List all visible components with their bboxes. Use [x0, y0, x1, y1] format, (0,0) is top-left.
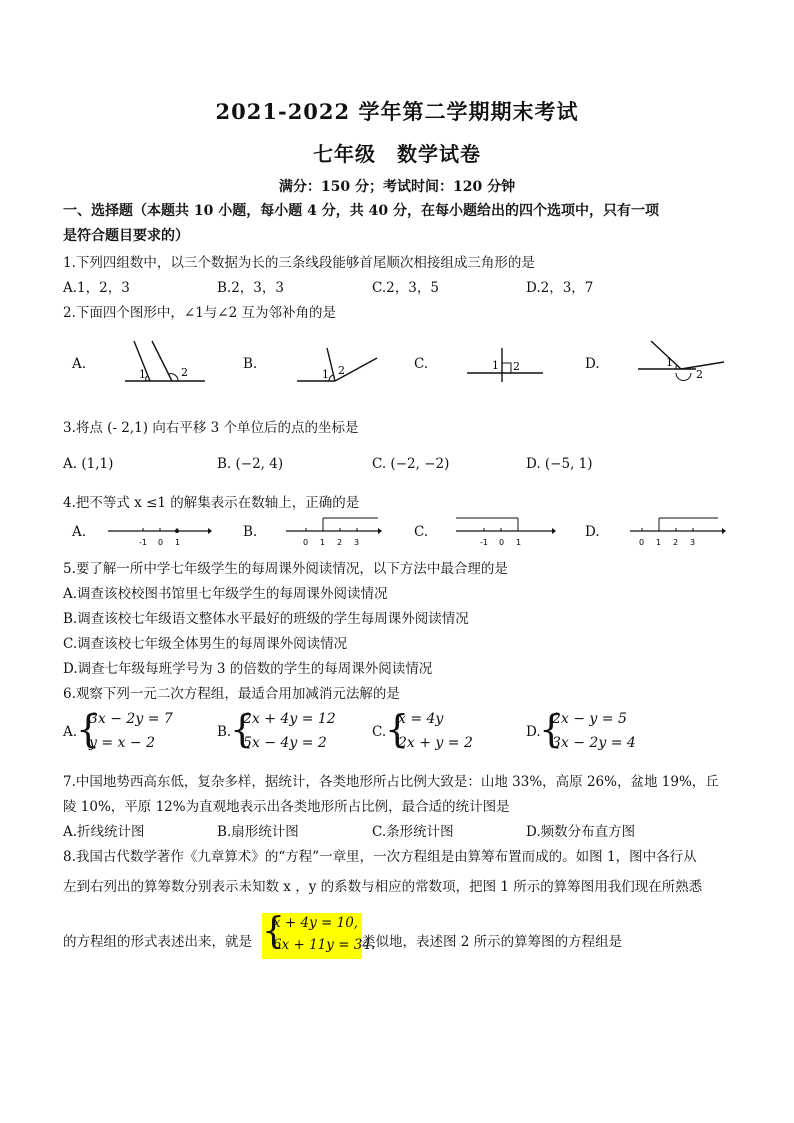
q6-system-b	[230, 708, 360, 758]
q4b-tick3: 3	[354, 538, 360, 547]
q4-numberline-d	[630, 512, 726, 550]
q4a-tick0: -1	[139, 538, 147, 547]
q7-option-a: A.折线统计图	[63, 824, 145, 840]
q4b-tick0: 0	[303, 538, 309, 547]
q5-option-a: A.调查该校校图书馆里七年级学生的每周课外阅读情况	[63, 586, 388, 602]
q7-stem-line1: 7.中国地势西高东低，复杂多样，据统计，各类地形所占比例大致是：山地 33%，高原 26%，盆地 19%，丘	[63, 774, 719, 790]
q8-stem-line3-pre: 的方程组的形式表述出来，就是	[63, 934, 252, 950]
q4c-tick1: 0	[499, 538, 505, 547]
q6a-eq1: 3x − 2y = 7	[89, 711, 173, 727]
q7-option-d: D.频数分布直方图	[526, 824, 636, 840]
q4d-tick2: 2	[673, 538, 679, 547]
q5-option-b: B.调查该校七年级语文整体水平最好的班级的学生每周课外阅读情况	[63, 611, 469, 627]
q2a-angle1: 1	[139, 368, 146, 381]
q2b-angle1: 1	[322, 368, 329, 381]
q2a-angle2: 2	[181, 366, 188, 379]
q4d-tick1: 1	[656, 538, 662, 547]
q2d-angle2: 2	[696, 368, 703, 381]
q3-option-a: A. (1,1)	[63, 456, 114, 472]
q4-label-d: D.	[585, 524, 600, 540]
q2-label-c: C.	[414, 356, 429, 372]
q2c-angle1: 1	[492, 359, 499, 372]
q4-numberline-c	[456, 512, 556, 550]
q6-label-c: C.	[372, 724, 387, 740]
q6d-eq2: 3x − 2y = 4	[552, 735, 636, 751]
q2-figure-d	[636, 338, 726, 386]
q4-label-a: A.	[72, 524, 87, 540]
brace-icon: {	[230, 707, 255, 751]
q8-stem-line1: 8.我国古代数学著作《九章算术》的“方程”一章里，一次方程组是由算筹布置而成的。如图 1，图中各行从	[63, 849, 697, 865]
q4d-tick3: 3	[690, 538, 696, 547]
q4d-tick0: 0	[639, 538, 645, 547]
q2b-angle2: 2	[338, 364, 345, 377]
q6-system-d	[539, 708, 669, 758]
q5-option-d: D.调查七年级每班学号为 3 的倍数的学生的每周课外阅读情况	[63, 661, 433, 677]
q2d-angle1: 1	[666, 356, 673, 369]
exam-subtitle: 七年级 数学试卷	[313, 142, 481, 166]
q4a-tick1: 0	[158, 538, 164, 547]
brace-icon: {	[76, 707, 101, 751]
q6d-eq1: 2x − y = 5	[552, 711, 627, 727]
q2-stem: 2.下面四个图形中，∠1与∠2 互为邻补角的是	[63, 305, 336, 321]
section-heading-cont: 是符合题目要求的）	[63, 228, 189, 244]
q4-label-c: C.	[414, 524, 429, 540]
q6-system-a	[76, 708, 206, 758]
q6-label-b: B.	[217, 724, 232, 740]
q6b-eq1: 2x + 4y = 12	[243, 711, 336, 727]
q7-option-c: C.条形统计图	[372, 824, 454, 840]
q4b-tick1: 1	[320, 538, 326, 547]
q7-stem-line2: 陵 10%，平原 12%为直观地表示出各类地形所占比例，最合适的统计图是	[63, 799, 510, 815]
q4a-tick2: 1	[175, 538, 181, 547]
q4c-tick2: 1	[516, 538, 522, 547]
q1-option-d: D.2，3，7	[526, 280, 594, 296]
q4b-tick2: 2	[337, 538, 343, 547]
exam-title: 2021-2022 学年第二学期期末考试	[215, 99, 579, 124]
q1-option-c: C.2，3，5	[372, 280, 439, 296]
q4-numberline-a	[108, 514, 212, 550]
q4-stem: 4.把不等式 x ≤1 的解集表示在数轴上，正确的是	[63, 495, 360, 511]
q2-figure-b	[295, 346, 385, 386]
q6c-eq2: 2x + y = 2	[398, 735, 473, 751]
q2-label-a: A.	[72, 356, 87, 372]
q5-stem: 5.要了解一所中学七年级学生的每周课外阅读情况，以下方法中最合理的是	[63, 561, 508, 577]
q1-option-a: A.1，2，3	[63, 280, 130, 296]
q7-option-b: B.扇形统计图	[217, 824, 299, 840]
q4-numberline-b	[286, 512, 382, 550]
q1-option-b: B.2，3，3	[217, 280, 284, 296]
q4c-tick0: -1	[480, 538, 488, 547]
q6-label-a: A.	[63, 724, 78, 740]
q8-eq2: 6x + 11y = 34.	[273, 937, 376, 953]
brace-icon: {	[539, 707, 564, 751]
q6-system-c	[385, 708, 515, 758]
q2-figure-c	[465, 346, 545, 384]
q6c-eq1: x = 4y	[398, 711, 444, 727]
q6-label-d: D.	[526, 724, 541, 740]
q2-label-b: B.	[243, 356, 258, 372]
brace-icon: {	[385, 707, 410, 751]
q8-example-system	[262, 911, 376, 959]
q8-stem-line3-post: 类似地，表述图 2 所示的算筹图的方程组是	[362, 934, 623, 950]
section-heading: 一、选择题（本题共 10 小题，每小题 4 分，共 40 分，在每小题给出的四个选项中，只有一项	[63, 203, 659, 219]
q2-figure-a	[120, 338, 210, 386]
q6-stem: 6.观察下列一元二次方程组，最适合用加减消元法解的是	[63, 686, 400, 702]
brace-icon: {	[262, 911, 285, 952]
q8-eq1: x + 4y = 10,	[273, 915, 359, 931]
q2-label-d: D.	[585, 356, 600, 372]
q3-option-c: C. (−2, −2)	[372, 456, 450, 472]
q3-stem: 3.将点 (- 2,1) 向右平移 3 个单位后的点的坐标是	[63, 420, 359, 436]
q1-stem: 1.下列四组数中，以三个数据为长的三条线段能够首尾顺次相接组成三角形的是	[63, 255, 535, 271]
q8-stem-line2: 左到右列出的算筹数分别表示未知数 x ，y 的系数与相应的常数项，把图 1 所示的算筹图用我们现在所熟悉	[63, 879, 703, 895]
q6b-eq2: 5x − 4y = 2	[243, 735, 327, 751]
q3-option-d: D. (−5, 1)	[526, 456, 593, 472]
exam-info: 满分：150 分；考试时间：120 分钟	[278, 179, 516, 195]
q4-label-b: B.	[243, 524, 258, 540]
q2c-angle2: 2	[513, 360, 520, 373]
q5-option-c: C.调查该校七年级全体男生的每周课外阅读情况	[63, 636, 348, 652]
q6a-eq2: y = x − 2	[89, 735, 155, 751]
q3-option-b: B. (−2, 4)	[217, 456, 284, 472]
